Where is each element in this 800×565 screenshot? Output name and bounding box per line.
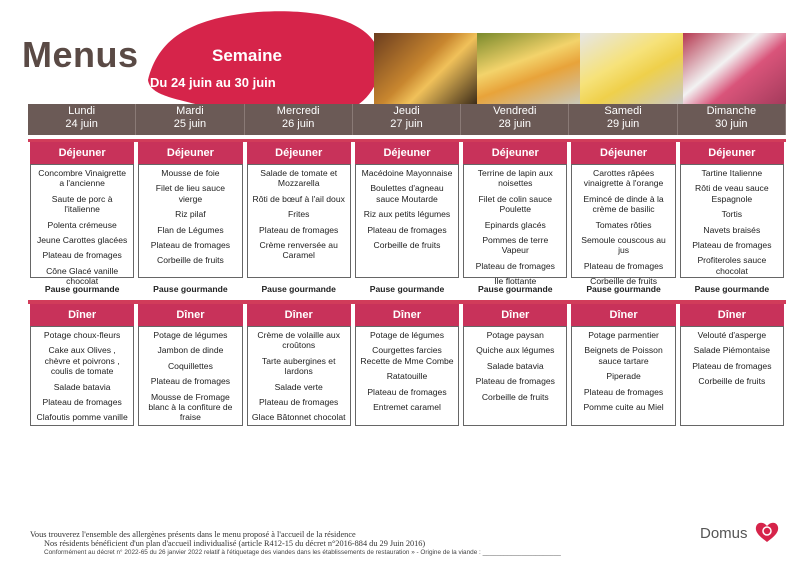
- menu-item: Potage choux-fleurs: [43, 330, 121, 340]
- menu-item: Rôti de veau sauce Espagnole: [695, 183, 769, 204]
- menu-item: Potage paysan: [486, 330, 544, 340]
- menu-item: Pommes de terre Vapeur: [482, 235, 549, 256]
- menu-item: Emincé de dinde à la crème de basilic: [583, 193, 664, 215]
- day-header: [28, 104, 136, 135]
- menu-item: Pomme cuite au Miel: [583, 402, 664, 413]
- date-range: Du 24 juin au 30 juin: [150, 75, 276, 90]
- day-name: Vendredi: [493, 105, 537, 117]
- menu-item: Flan de Légumes: [157, 224, 224, 235]
- day-column: [569, 104, 677, 426]
- menu-item: Glace Bâtonnet chocolat: [251, 412, 346, 423]
- dinner-menu-box: [680, 326, 784, 426]
- dinner-header: Dîner: [138, 304, 242, 326]
- day-column: [28, 104, 136, 426]
- day-date: 30 juin: [715, 118, 748, 130]
- menu-item: Tomates rôties: [595, 219, 652, 230]
- food-photo-2: [477, 33, 580, 105]
- day-header: [678, 104, 786, 135]
- menu-item: Plateau de fromages: [42, 397, 122, 408]
- menu-item: Crème de volaille aux croûtons: [257, 330, 341, 351]
- menu-item: Crème renversée au Caramel: [259, 240, 338, 261]
- day-header: [461, 104, 569, 135]
- snack-label: Pause gourmande: [261, 284, 336, 294]
- menu-item: Piperade: [606, 371, 641, 382]
- menu-item: Corbeille de fruits: [698, 376, 766, 387]
- menu-item: Epinards glacés: [484, 219, 546, 230]
- lunch-header: Déjeuner: [355, 142, 459, 164]
- lunch-header: Déjeuner: [247, 142, 351, 164]
- menu-item: Velouté d'asperge: [697, 330, 767, 340]
- snack-label: Pause gourmande: [586, 284, 661, 294]
- menu-item: Mousse de foie: [161, 168, 220, 178]
- day-name: Mardi: [176, 105, 204, 117]
- lunch-menu-box: [247, 164, 351, 278]
- food-photo-4: [683, 33, 786, 105]
- menu-item: Mousse de Fromage blanc à la confiture de fraise: [148, 391, 233, 423]
- dinner-header: Dîner: [247, 304, 351, 326]
- day-name: Mercredi: [276, 105, 320, 117]
- menu-item: Corbeille de fruits: [156, 255, 224, 266]
- day-header: [245, 104, 353, 135]
- menu-item: Jambon de dinde: [157, 345, 224, 356]
- dinner-header: Dîner: [355, 304, 459, 326]
- day-column: [353, 104, 461, 426]
- menu-item: Potage parmentier: [588, 330, 659, 340]
- menu-item: Salade batavia: [53, 381, 111, 392]
- menu-item: Profiteroles sauce chocolat: [697, 255, 767, 276]
- menu-item: Plateau de fromages: [367, 386, 447, 397]
- lunch-header: Déjeuner: [571, 142, 675, 164]
- lunch-header: Déjeuner: [138, 142, 242, 164]
- menu-item: Potage de légumes: [369, 330, 445, 340]
- day-date: 24 juin: [65, 118, 98, 130]
- day-column: [678, 104, 786, 426]
- lunch-menu-box: [463, 164, 567, 287]
- page-title: Menus: [22, 34, 139, 75]
- menu-item: Tarte aubergines et lardons: [261, 355, 336, 377]
- menu-item: Filet de colin sauce Poulette: [478, 193, 553, 215]
- lunch-header: Déjeuner: [30, 142, 134, 164]
- menu-item: Coquillettes: [167, 360, 213, 371]
- day-name: Jeudi: [393, 105, 420, 117]
- menu-item: Plateau de fromages: [259, 224, 339, 235]
- menu-item: Plateau de fromages: [692, 240, 772, 251]
- lunch-menu-box: [30, 164, 134, 287]
- meat-origin-note: Conformément au décret n° 2022-65 du 26 janvier 2022 relatif à l'étiquetage des viandes dans les établissements de restauration » - Origine de la viande : ______________________: [44, 549, 561, 556]
- menu-item: Ile flottante: [494, 276, 537, 287]
- menu-item: Navets braisés: [703, 224, 761, 235]
- menu-item: Courgettes farcies Recette de Mme Combe: [360, 345, 454, 366]
- menu-item: Plateau de fromages: [583, 386, 664, 397]
- menu-item: Semoule couscous au jus: [581, 235, 666, 256]
- day-date: 29 juin: [606, 118, 640, 130]
- menu-item: Plateau de fromages: [259, 397, 339, 408]
- menu-grid: [28, 104, 786, 426]
- brand-name: Domus: [700, 525, 748, 542]
- menu-item: Corbeille de fruits: [373, 240, 441, 251]
- menu-item: Plateau de fromages: [475, 260, 555, 271]
- menu-item: Plateau de fromages: [150, 376, 231, 387]
- dinner-menu-box: [247, 326, 351, 426]
- day-header: [136, 104, 244, 135]
- dinner-header: Dîner: [680, 304, 784, 326]
- menu-item: Frites: [287, 209, 310, 220]
- menu-item: Macédoine Mayonnaise: [361, 168, 453, 178]
- menu-item: Quiche aux légumes: [476, 345, 555, 356]
- menu-item: Ratatouille: [386, 371, 428, 382]
- dinner-header: Dîner: [463, 304, 567, 326]
- dinner-header: Dîner: [571, 304, 675, 326]
- menu-item: Plateau de fromages: [42, 250, 122, 261]
- menu-item: Riz pilaf: [175, 209, 206, 220]
- menu-item: Carottes râpées vinaigrette à l'orange: [583, 168, 664, 189]
- menu-item: Corbeille de fruits: [481, 391, 549, 402]
- menu-item: Tartine Italienne: [701, 168, 763, 178]
- menu-item: Saute de porc à l'italienne: [51, 193, 113, 215]
- menu-item: Salade verte: [274, 381, 323, 392]
- menu-item: Jeune Carottes glacées: [36, 235, 128, 246]
- day-column: [136, 104, 244, 426]
- individual-plan-note: Nos résidents bénéficient d'un plan d'accueil individualisé (article R412-15 du décret n°2016-884 du 29 Juin 2016): [44, 539, 426, 548]
- lunch-menu-box: [680, 164, 784, 278]
- menu-item: Plateau de fromages: [475, 376, 555, 387]
- snack-label: Pause gourmande: [44, 284, 120, 294]
- menu-item: Terrine de lapin aux noisettes: [477, 168, 553, 189]
- dinner-menu-box: [138, 326, 242, 426]
- day-column: [461, 104, 569, 426]
- menu-item: Salade Piémontaise: [693, 345, 771, 356]
- lunch-menu-box: [571, 164, 675, 287]
- menu-item: Tortis: [721, 209, 743, 220]
- menu-item: Potage de légumes: [153, 330, 228, 340]
- menu-item: Boulettes d'agneau sauce Moutarde: [370, 183, 444, 204]
- lunch-header: Déjeuner: [680, 142, 784, 164]
- menu-item: Salade de tomate et Mozzarella: [260, 168, 338, 189]
- food-photo-3: [580, 33, 683, 105]
- menu-item: Concombre Vinaigrette a l'ancienne: [38, 168, 127, 189]
- snack-label: Pause gourmande: [694, 284, 770, 294]
- dinner-menu-box: [355, 326, 459, 426]
- menu-item: Plateau de fromages: [367, 224, 447, 235]
- snack-label: Pause gourmande: [153, 284, 228, 294]
- dinner-menu-box: [30, 326, 134, 426]
- menu-item: Corbeille de fruits: [590, 276, 657, 287]
- day-date: 25 juin: [173, 118, 207, 130]
- lunch-header: Déjeuner: [463, 142, 567, 164]
- menu-item: Beignets de Poisson sauce tartare: [584, 345, 663, 366]
- domus-heart-logo: [755, 521, 779, 543]
- menu-item: Clafoutis pomme vanille: [36, 412, 128, 423]
- allergen-note: Vous trouverez l'ensemble des allergènes présents dans le menu proposé à l'accueil de la résidence: [30, 530, 356, 539]
- menu-item: Polenta crémeuse: [47, 219, 117, 230]
- lunch-menu-box: [355, 164, 459, 278]
- day-date: 26 juin: [281, 118, 315, 130]
- day-date: 28 juin: [498, 118, 531, 130]
- menu-item: Plateau de fromages: [692, 360, 772, 371]
- day-date: 27 juin: [390, 118, 423, 130]
- day-header: [569, 104, 677, 135]
- lunch-menu-box: [138, 164, 242, 278]
- menu-item: Plateau de fromages: [150, 240, 231, 251]
- day-header: [353, 104, 461, 135]
- menu-item: Plateau de fromages: [583, 260, 664, 271]
- day-column: [245, 104, 353, 426]
- menu-item: Cake aux Olives , chèvre et poivrons , coulis de tomate: [44, 345, 120, 377]
- dinner-menu-box: [571, 326, 675, 426]
- menu-item: Salade batavia: [486, 360, 544, 371]
- menu-item: Entremet caramel: [373, 402, 441, 413]
- day-name: Dimanche: [706, 105, 757, 117]
- day-name: Lundi: [68, 105, 96, 117]
- dinner-menu-box: [463, 326, 567, 426]
- menu-item: Riz aux petits légumes: [363, 209, 451, 220]
- menu-item: Rôti de bœuf à l'ail doux: [252, 193, 345, 204]
- snack-label: Pause gourmande: [478, 284, 553, 294]
- snack-label: Pause gourmande: [369, 284, 445, 294]
- food-photo-strip: [374, 33, 786, 105]
- day-name: Samedi: [604, 105, 642, 117]
- dinner-header: Dîner: [30, 304, 134, 326]
- menu-item: Cône Glacé vanille chocolat: [46, 265, 119, 287]
- menu-item: Filet de lieu sauce vierge: [155, 183, 226, 204]
- week-label: Semaine: [212, 46, 282, 65]
- food-photo-1: [374, 33, 477, 105]
